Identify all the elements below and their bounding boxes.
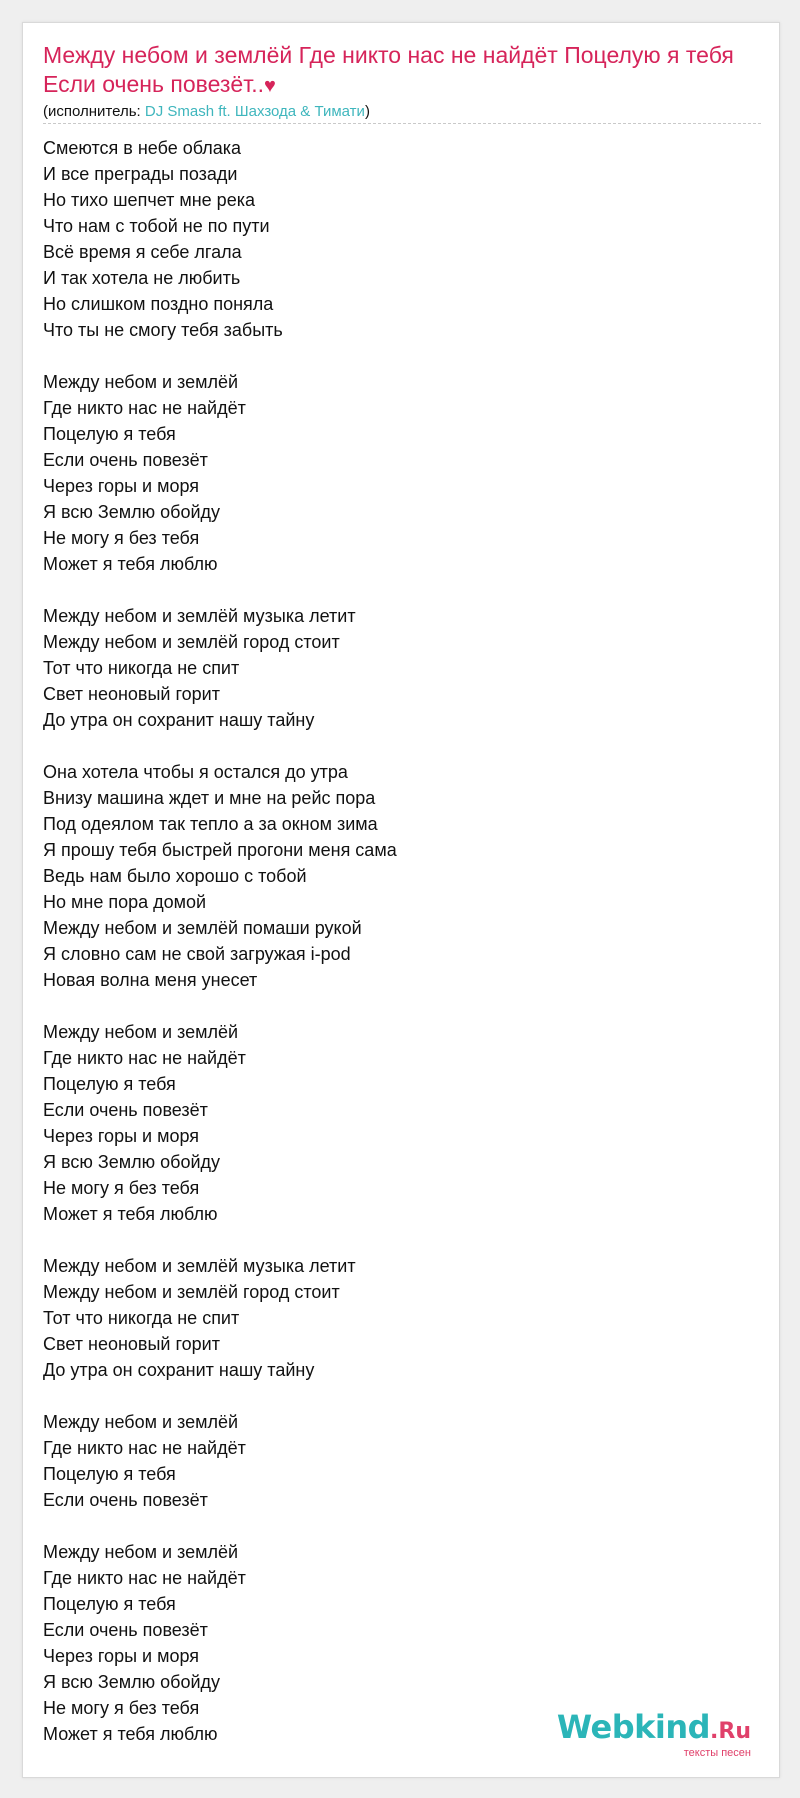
lyric-line: Между небом и землёй помаши рукой	[43, 918, 362, 938]
lyric-line: Но тихо шепчет мне река	[43, 190, 255, 210]
lyric-line: Новая волна меня унесет	[43, 970, 258, 990]
lyric-line: Где никто нас не найдёт	[43, 1438, 246, 1458]
lyric-line: Между небом и землёй	[43, 1022, 239, 1042]
heart-icon: ♥	[263, 75, 276, 97]
lyric-line: Что нам с тобой не по пути	[43, 216, 270, 236]
lyrics-body	[43, 135, 743, 1747]
lyric-line: Где никто нас не найдёт	[43, 1568, 246, 1588]
watermark-tagline: тексты песен	[683, 1747, 751, 1759]
lyric-line: До утра он сохранит нашу тайну	[43, 710, 315, 730]
lyric-line: Может я тебя люблю	[43, 1724, 218, 1744]
song-title	[43, 41, 743, 101]
lyric-line: Поцелую я тебя	[43, 424, 176, 444]
lyrics-stanza	[43, 759, 743, 993]
site-watermark	[557, 1710, 751, 1759]
lyric-line: Между небом и землёй	[43, 372, 239, 392]
lyric-line: Где никто нас не найдёт	[43, 1048, 246, 1068]
lyric-line: Между небом и землёй	[43, 1412, 239, 1432]
lyric-line: Не могу я без тебя	[43, 1178, 200, 1198]
lyric-line: И все преграды позади	[43, 164, 238, 184]
lyric-line: Через горы и моря	[43, 476, 200, 496]
lyric-line: Может я тебя люблю	[43, 1204, 218, 1224]
lyric-line: Свет неоновый горит	[43, 684, 220, 704]
lyric-line: Если очень повезёт	[43, 1490, 208, 1510]
lyric-line: Я всю Землю обойду	[43, 1152, 221, 1172]
performer-prefix: (исполнитель:	[43, 103, 145, 120]
lyrics-stanza	[43, 1409, 743, 1513]
lyric-line: Если очень повезёт	[43, 1100, 208, 1120]
lyric-line: Между небом и землёй музыка летит	[43, 1256, 356, 1276]
lyrics-card	[22, 22, 780, 1778]
lyric-line: Тот что никогда не спит	[43, 658, 240, 678]
lyric-line: Но мне пора домой	[43, 892, 207, 912]
lyrics-stanza	[43, 135, 743, 343]
lyric-line: Смеются в небе облака	[43, 138, 242, 158]
lyric-line: Что ты не смогу тебя забыть	[43, 320, 283, 340]
lyric-line: Я словно сам не свой загружая i-pod	[43, 944, 351, 964]
lyrics-stanza	[43, 603, 743, 733]
lyric-line: Под одеялом так тепло а за окном зима	[43, 814, 378, 834]
lyric-line: Поцелую я тебя	[43, 1594, 176, 1614]
lyric-line: Она хотела чтобы я остался до утра	[43, 762, 348, 782]
lyric-line: Не могу я без тебя	[43, 528, 200, 548]
lyric-line: Через горы и моря	[43, 1126, 200, 1146]
lyric-line: Я всю Землю обойду	[43, 1672, 221, 1692]
divider	[43, 123, 761, 124]
lyric-line: И так хотела не любить	[43, 268, 241, 288]
lyrics-stanza	[43, 369, 743, 577]
song-title-text: Между небом и землёй Где никто нас не найдёт Поцелую я тебя Если очень повезёт..	[43, 42, 734, 97]
lyric-line: Между небом и землёй музыка летит	[43, 606, 356, 626]
lyrics-stanza	[43, 1019, 743, 1227]
lyric-line: Я прошу тебя быстрей прогони меня сама	[43, 840, 397, 860]
lyric-line: Между небом и землёй	[43, 1542, 239, 1562]
lyric-line: Поцелую я тебя	[43, 1074, 176, 1094]
lyric-line: Не могу я без тебя	[43, 1698, 200, 1718]
lyric-line: Внизу машина ждет и мне на рейс пора	[43, 788, 376, 808]
lyric-line: Поцелую я тебя	[43, 1464, 176, 1484]
watermark-logo	[557, 1710, 751, 1749]
lyric-line: Свет неоновый горит	[43, 1334, 220, 1354]
performer-line	[43, 103, 370, 121]
performer-link[interactable]: DJ Smash ft. Шахзода & Тимати	[144, 103, 365, 120]
lyric-line: Я всю Землю обойду	[43, 502, 221, 522]
watermark-brand: Webkind	[556, 1708, 711, 1746]
lyric-line: Между небом и землёй город стоит	[43, 632, 340, 652]
watermark-tld: .Ru	[710, 1719, 751, 1744]
lyric-line: Тот что никогда не спит	[43, 1308, 240, 1328]
lyric-line: Если очень повезёт	[43, 1620, 208, 1640]
lyrics-stanza	[43, 1253, 743, 1383]
lyric-line: Но слишком поздно поняла	[43, 294, 274, 314]
lyric-line: Может я тебя люблю	[43, 554, 218, 574]
lyric-line: Всё время я себе лгала	[43, 242, 242, 262]
lyric-line: До утра он сохранит нашу тайну	[43, 1360, 315, 1380]
lyric-line: Если очень повезёт	[43, 450, 208, 470]
lyric-line: Ведь нам было хорошо с тобой	[43, 866, 307, 886]
lyric-line: Где никто нас не найдёт	[43, 398, 246, 418]
lyric-line: Через горы и моря	[43, 1646, 200, 1666]
performer-suffix: )	[364, 103, 370, 120]
lyric-line: Между небом и землёй город стоит	[43, 1282, 340, 1302]
